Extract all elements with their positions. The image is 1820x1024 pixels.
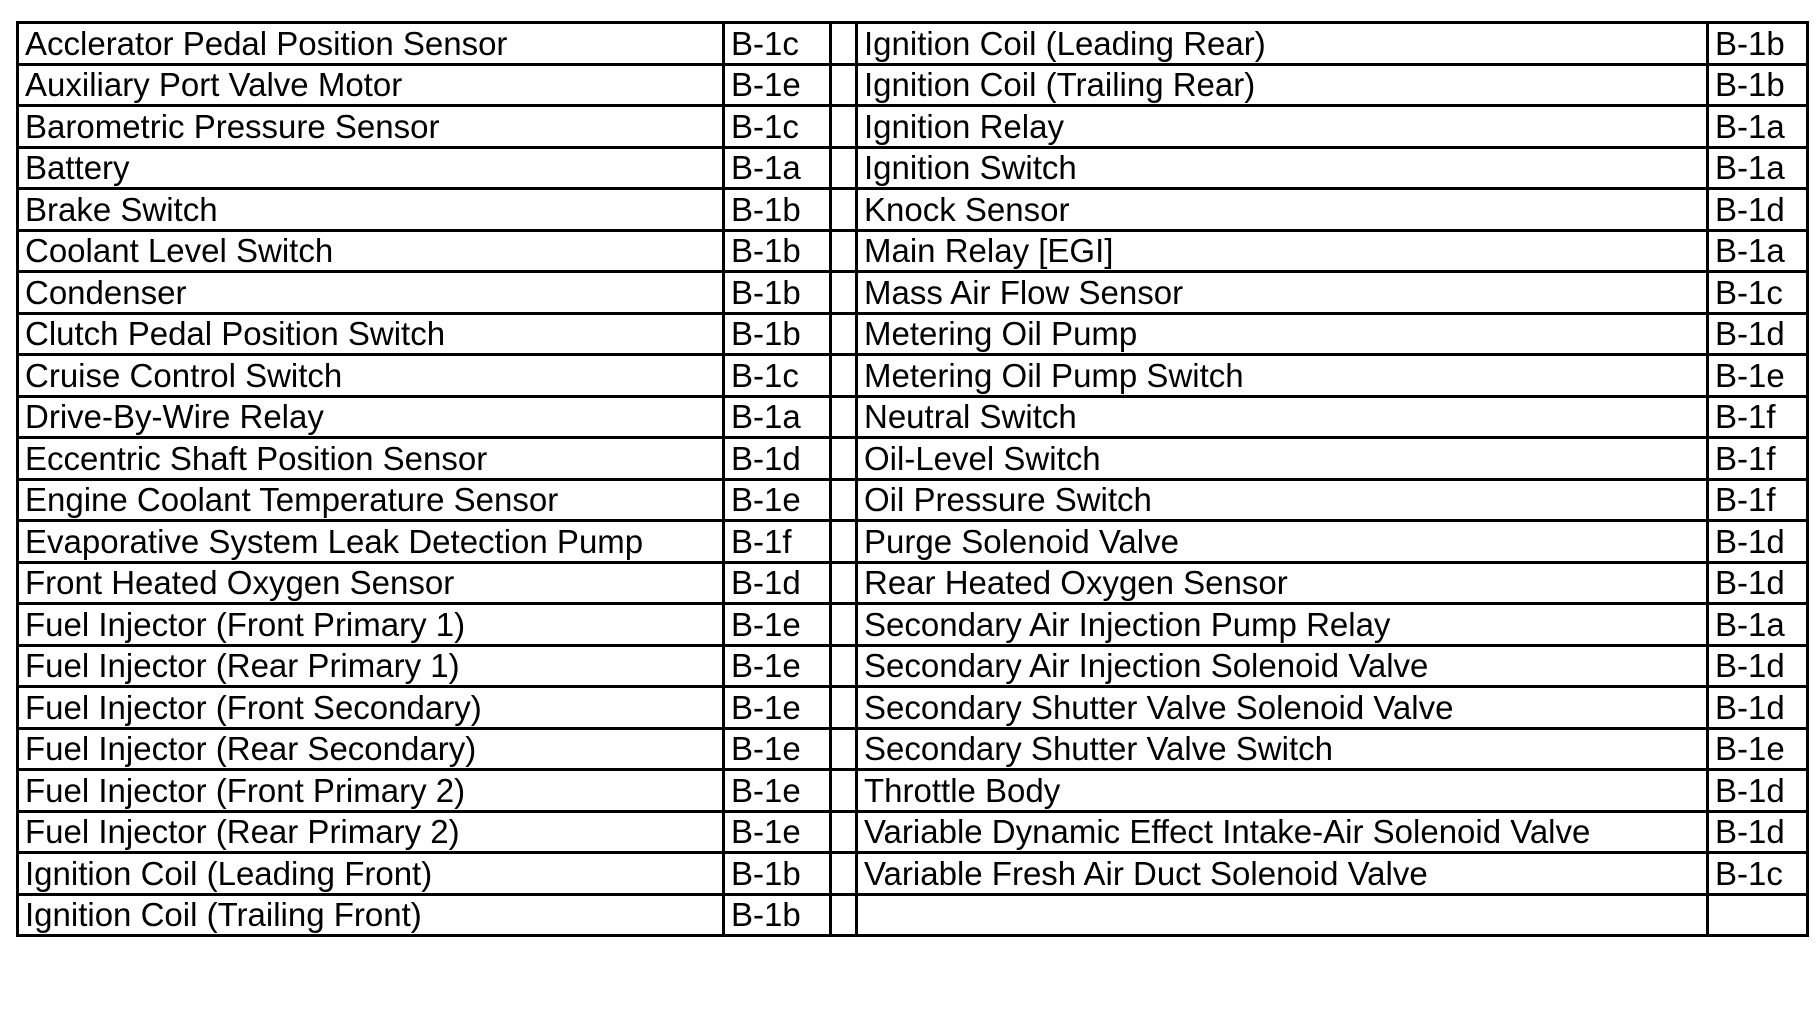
location-code-cell: B-1e [1708, 355, 1808, 397]
component-name-cell: Ignition Coil (Leading Front) [18, 853, 724, 895]
component-name-cell: Eccentric Shaft Position Sensor [18, 438, 724, 480]
location-code-cell: B-1d [1708, 313, 1808, 355]
column-divider [831, 479, 857, 521]
table-row [18, 604, 1808, 646]
location-code-cell: B-1e [724, 811, 831, 853]
component-name-cell: Main Relay [EGI] [857, 230, 1708, 272]
location-code-cell: B-1b [1708, 23, 1808, 65]
location-code-cell: B-1d [1708, 811, 1808, 853]
component-name-cell: Engine Coolant Temperature Sensor [18, 479, 724, 521]
column-divider [831, 313, 857, 355]
location-code-cell: B-1e [724, 728, 831, 770]
component-location-index-table [16, 21, 1809, 937]
column-divider [831, 562, 857, 604]
column-divider [831, 272, 857, 314]
component-name-cell: Metering Oil Pump [857, 313, 1708, 355]
location-code-cell: B-1b [724, 189, 831, 231]
column-divider [831, 23, 857, 65]
table-row [18, 438, 1808, 480]
table-row [18, 894, 1808, 936]
location-code-cell: B-1a [724, 396, 831, 438]
column-divider [831, 147, 857, 189]
component-name-cell: Ignition Coil (Trailing Front) [18, 894, 724, 936]
component-name-cell: Secondary Air Injection Solenoid Valve [857, 645, 1708, 687]
component-name-cell: Fuel Injector (Rear Primary 1) [18, 645, 724, 687]
component-name-cell: Mass Air Flow Sensor [857, 272, 1708, 314]
table-row [18, 770, 1808, 812]
component-name-cell: Fuel Injector (Rear Primary 2) [18, 811, 724, 853]
table-row [18, 562, 1808, 604]
component-name-cell: Front Heated Oxygen Sensor [18, 562, 724, 604]
location-code-cell: B-1d [1708, 645, 1808, 687]
component-name-cell: Auxiliary Port Valve Motor [18, 64, 724, 106]
component-name-cell: Oil Pressure Switch [857, 479, 1708, 521]
column-divider [831, 853, 857, 895]
component-name-cell [857, 894, 1708, 936]
location-code-cell: B-1c [1708, 853, 1808, 895]
component-name-cell: Neutral Switch [857, 396, 1708, 438]
column-divider [831, 64, 857, 106]
table-row [18, 313, 1808, 355]
component-name-cell: Ignition Coil (Trailing Rear) [857, 64, 1708, 106]
component-name-cell: Secondary Shutter Valve Switch [857, 728, 1708, 770]
column-divider [831, 396, 857, 438]
column-divider [831, 811, 857, 853]
location-code-cell: B-1e [724, 479, 831, 521]
table-row [18, 645, 1808, 687]
component-name-cell: Fuel Injector (Front Primary 1) [18, 604, 724, 646]
location-code-cell: B-1e [724, 64, 831, 106]
table-row [18, 811, 1808, 853]
location-code-cell: B-1c [724, 23, 831, 65]
location-code-cell: B-1e [724, 645, 831, 687]
location-code-cell: B-1a [1708, 230, 1808, 272]
component-name-cell: Oil-Level Switch [857, 438, 1708, 480]
table-row [18, 853, 1808, 895]
location-code-cell: B-1d [724, 438, 831, 480]
location-code-cell: B-1b [724, 313, 831, 355]
component-name-cell: Drive-By-Wire Relay [18, 396, 724, 438]
location-code-cell: B-1c [724, 106, 831, 148]
component-name-cell: Brake Switch [18, 189, 724, 231]
location-code-cell: B-1d [1708, 687, 1808, 729]
component-name-cell: Metering Oil Pump Switch [857, 355, 1708, 397]
component-name-cell: Ignition Relay [857, 106, 1708, 148]
table-row [18, 396, 1808, 438]
column-divider [831, 645, 857, 687]
location-code-cell: B-1d [1708, 521, 1808, 563]
location-code-cell: B-1e [1708, 728, 1808, 770]
location-code-cell: B-1a [1708, 604, 1808, 646]
column-divider [831, 438, 857, 480]
index-table-body [18, 23, 1808, 936]
table-row [18, 189, 1808, 231]
location-code-cell: B-1a [1708, 147, 1808, 189]
component-name-cell: Secondary Shutter Valve Solenoid Valve [857, 687, 1708, 729]
table-row [18, 64, 1808, 106]
location-code-cell: B-1c [1708, 272, 1808, 314]
location-code-cell: B-1b [724, 272, 831, 314]
location-code-cell: B-1a [1708, 106, 1808, 148]
column-divider [831, 604, 857, 646]
component-name-cell: Evaporative System Leak Detection Pump [18, 521, 724, 563]
table-row [18, 23, 1808, 65]
location-code-cell: B-1f [1708, 396, 1808, 438]
component-name-cell: Clutch Pedal Position Switch [18, 313, 724, 355]
table-row [18, 521, 1808, 563]
component-name-cell: Coolant Level Switch [18, 230, 724, 272]
component-name-cell: Secondary Air Injection Pump Relay [857, 604, 1708, 646]
location-code-cell: B-1e [724, 687, 831, 729]
table-row [18, 230, 1808, 272]
component-name-cell: Purge Solenoid Valve [857, 521, 1708, 563]
column-divider [831, 106, 857, 148]
location-code-cell: B-1d [1708, 189, 1808, 231]
location-code-cell: B-1e [724, 770, 831, 812]
location-code-cell: B-1d [724, 562, 831, 604]
component-name-cell: Cruise Control Switch [18, 355, 724, 397]
column-divider [831, 521, 857, 563]
location-code-cell: B-1a [724, 147, 831, 189]
location-code-cell: B-1b [724, 894, 831, 936]
table-row [18, 272, 1808, 314]
column-divider [831, 894, 857, 936]
component-name-cell: Rear Heated Oxygen Sensor [857, 562, 1708, 604]
component-name-cell: Barometric Pressure Sensor [18, 106, 724, 148]
column-divider [831, 728, 857, 770]
component-name-cell: Variable Fresh Air Duct Solenoid Valve [857, 853, 1708, 895]
component-name-cell: Ignition Coil (Leading Rear) [857, 23, 1708, 65]
table-row [18, 355, 1808, 397]
location-code-cell: B-1c [724, 355, 831, 397]
table-row [18, 479, 1808, 521]
column-divider [831, 770, 857, 812]
column-divider [831, 230, 857, 272]
location-code-cell: B-1b [724, 853, 831, 895]
location-code-cell: B-1d [1708, 562, 1808, 604]
component-name-cell: Variable Dynamic Effect Intake-Air Solenoid Valve [857, 811, 1708, 853]
table-row [18, 687, 1808, 729]
column-divider [831, 189, 857, 231]
column-divider [831, 355, 857, 397]
location-code-cell: B-1d [1708, 770, 1808, 812]
component-name-cell: Ignition Switch [857, 147, 1708, 189]
location-code-cell: B-1b [1708, 64, 1808, 106]
component-name-cell: Condenser [18, 272, 724, 314]
location-code-cell: B-1f [724, 521, 831, 563]
component-name-cell: Acclerator Pedal Position Sensor [18, 23, 724, 65]
component-name-cell: Fuel Injector (Rear Secondary) [18, 728, 724, 770]
component-name-cell: Fuel Injector (Front Primary 2) [18, 770, 724, 812]
table-row [18, 147, 1808, 189]
location-code-cell: B-1f [1708, 438, 1808, 480]
table-row [18, 728, 1808, 770]
component-name-cell: Fuel Injector (Front Secondary) [18, 687, 724, 729]
column-divider [831, 687, 857, 729]
location-code-cell: B-1f [1708, 479, 1808, 521]
table-row [18, 106, 1808, 148]
location-code-cell: B-1e [724, 604, 831, 646]
component-name-cell: Knock Sensor [857, 189, 1708, 231]
location-code-cell: B-1b [724, 230, 831, 272]
component-name-cell: Battery [18, 147, 724, 189]
location-code-cell [1708, 894, 1808, 936]
component-name-cell: Throttle Body [857, 770, 1708, 812]
